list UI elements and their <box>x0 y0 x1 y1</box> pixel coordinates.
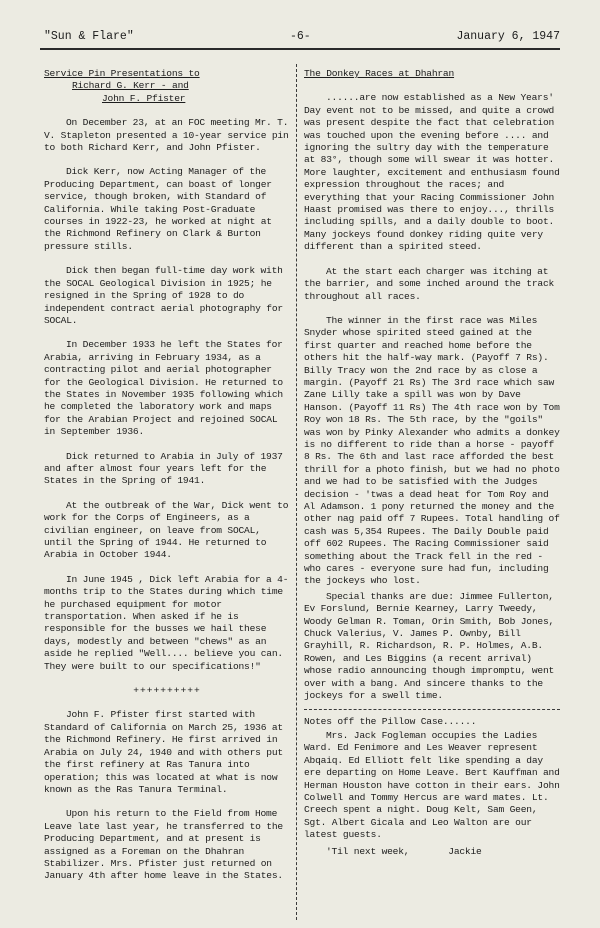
article-paragraph: The winner in the first race was Miles Snyder whose spirited steed gained at the first quarter and reached home before the others hit the half-way mark. (Payoff 7 Rs). Billy Tracy won the 2nd race by as close a margin. (Payoff 21 Rs) The 3rd race which saw Zane Lilly take a spill was won by Dave Hanson. (Payoff 11 Rs) The 4th race won by Tom Roy won 18 Rs. The 5th race, by the "goils" was won by Pinky Alexander who admits a donkey is no different to ride than a horse - payoff 8 Rs. The 6th and last race afforded the best thrill for a photo finish, but we had no photo and we had to be satisfied with the Judges decision - 'twas a dead heat for Tom Roy and Al Adamson. 1 pony returned the money and the other nag paid off 7 Rupees. Total handling of cash was 5,354 Rupees. The Daily Double paid off 602 Rupees. The Racing Commissioner said something about the Track fell in the red - who cares - everyone sure had fun, including the jockeys who lost. <box>304 314 560 587</box>
right-column <box>304 68 560 858</box>
notes-heading: Notes off the Pillow Case...... <box>304 715 477 727</box>
article-paragraph: In June 1945 , Dick left Arabia for a 4-months trip to the States during which time he purchased equipment for motor transportation. When asked if he is responsible for the busses we hail these days, modestly and between "chews" as an aside he replied "Well.... believe you can. They were built to our specifications!" <box>44 573 289 672</box>
donkey-races-heading: The Donkey Races at Dhahran <box>304 68 455 79</box>
page-header <box>44 28 560 46</box>
page-number: -6- <box>290 30 311 43</box>
article-heading-line-1: Service Pin Presentations to <box>44 68 200 79</box>
article-heading-line-2: Richard G. Kerr - and <box>72 80 189 92</box>
article-paragraph: Upon his return to the Field from Home Leave late last year, he transferred to the Producing Department, and at present is assigned as a Foreman on the Dhahran Stabilizer. Mrs. Pfister just returned on January 4th after home leave in the States. <box>44 808 283 882</box>
column-divider <box>296 64 297 920</box>
article-paragraph: At the outbreak of the War, Dick went to work for the Corps of Engineers, as a civilian engineer, on leave from SOCAL, until the Spring of 1944. He returned to Arabia in October 1944. <box>44 499 289 561</box>
article-paragraph: Dick returned to Arabia in July of 1937 and after almost four years left for the States in the Spring of 1941. <box>44 450 283 487</box>
section-separator: ++++++++++ <box>133 685 201 697</box>
article-paragraph: On December 23, at an FOC meeting Mr. T. V. Stapleton presented a 10-year service pin to both Richard Kerr, and John Pfister. <box>44 117 289 154</box>
signoff: 'Til next week, Jackie <box>326 845 482 857</box>
article-paragraph: At the start each charger was itching at the barrier, and some inched around the track throughout all races. <box>304 265 555 302</box>
issue-date: January 6, 1947 <box>456 30 560 43</box>
article-paragraph: Dick then began full-time day work with the SOCAL Geological Division in 1925; he resigned in the Spring of 1928 to do independent contract aerial photography for SOCAL. <box>44 265 283 326</box>
header-rule <box>40 48 560 50</box>
section-divider <box>304 709 560 710</box>
article-heading-line-3: John F. Pfister <box>102 92 186 104</box>
article-paragraph: In December 1933 he left the States for Arabia, arriving in February 1934, as a contracting pilot and aerial photographer for the Geological Division. He returned to the States in November 1935 following which he completed the laboratory work and maps for the Arabian Project and rejoined SOCAL in September 1936. <box>44 339 283 438</box>
article-paragraph: John F. Pfister first started with Standard of California on March 25, 1936 at the Richmond Refinery. He first arrived in Arabia on July 24, 1940 and with others put the first refinery at Ras Tanura into operation; this was located at what is now known as the Ras Tanura Terminal. <box>44 709 283 795</box>
article-paragraph: ......are now established as a New Years' Day event not to be missed, and quite a crowd was present despite the fact that celebration was touched upon the evening before .... and ignoring the sultry day with the temperature at 83°, though some will swear it was hotter. More laughter, excitement and enthusiasm found expression throughout the races; and everything that your Racing Commissioner John Haast promised was there to enjoy..., thrills including spills, and a daily double to boot. Many jockeys found donkey riding quite very different than a spirited steed. <box>304 92 560 253</box>
article-paragraph: Special thanks are due: Jimmee Fullerton, Ev Forslund, Bernie Kearney, Larry Tweedy, Woody Gelman R. Toman, Orin Smith, Bob Jones, Chuck Valerius, V. James P. Ownby, Bill Grayhill, R. Richardson, R. P. Holmes, A.B. Rowen, and Les Biggins (a recent arrival) whose radio announcing though impromptu, went over with a bang. And sincere thanks to the jockeys for a swell time. <box>304 590 555 702</box>
article-paragraph: Dick Kerr, now Acting Manager of the Producing Department, can boast of longer service, though broken, with Standard of California. While taking Post-Graduate courses in 1922-23, he worked at night at the Richmond Refinery on Clark & Burton pressure stills. <box>44 166 272 252</box>
notes-paragraph: Mrs. Jack Fogleman occupies the Ladies Ward. Ed Fenimore and Les Weaver represent Abqaiq. Ed Elliott felt like spending a day ere departing on Home Leave. Bert Kauffman and Herman Houston have cotton in their ears. John Colwell and Tommy Hercus are ward mates. Lt. Creech spent a night. Doug Kelt, Sam Geen, Sgt. Albert Gicala and Leo Walton are our latest guests. <box>304 729 560 841</box>
newsletter-title: "Sun & Flare" <box>44 30 134 43</box>
left-column <box>44 68 290 883</box>
